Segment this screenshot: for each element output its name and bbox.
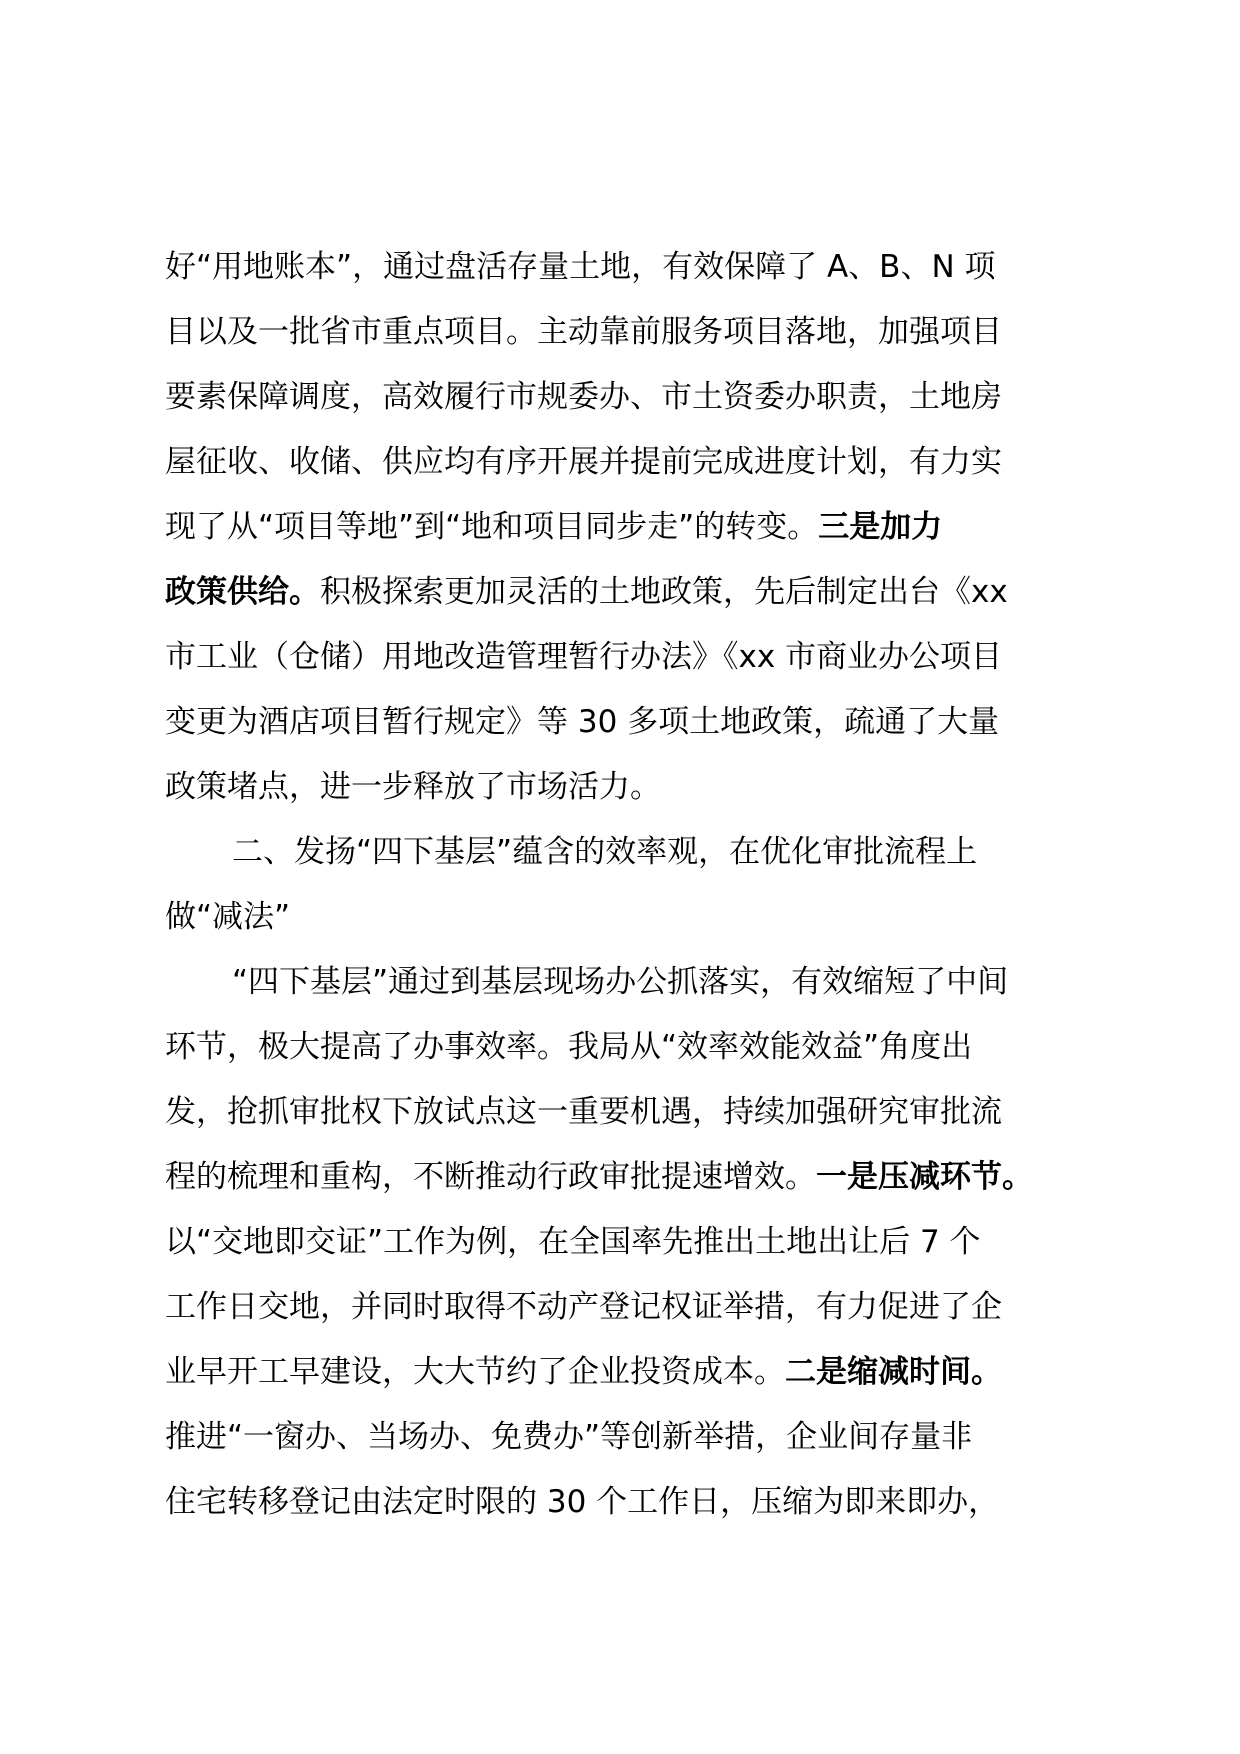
section-heading: 二、发扬“四下基层”蕴含的效率观，在优化审批流程上 xyxy=(232,834,978,870)
section-heading-continuation: 做“减法” xyxy=(165,899,291,935)
body-text-line: 工作日交地，并同时取得不动产登记权证举措，有力促进了企 xyxy=(165,1289,1002,1325)
body-text-line xyxy=(165,1145,1075,1210)
text-run: 现了从“项目等地”到“地和项目同步走”的转变。 xyxy=(165,509,819,545)
bold-keyword: 政策供给。 xyxy=(165,574,320,610)
text-run: 业早开工早建设，大大节约了企业投资成本。 xyxy=(165,1354,785,1390)
body-text-line xyxy=(165,495,1075,560)
body-text-line: 市工业（仓储）用地改造管理暂行办法》《xx 市商业办公项目 xyxy=(165,639,1003,675)
body-text-line: 住宅转移登记由法定时限的 30 个工作日，压缩为即来即办， xyxy=(165,1484,1000,1520)
bold-keyword: 二是缩减时间。 xyxy=(785,1354,1002,1390)
body-text-line xyxy=(165,560,1075,625)
body-text-line: 环节，极大提高了办事效率。我局从“效率效能效益”角度出 xyxy=(165,1029,973,1065)
body-text-line: 发，抢抓审批权下放试点这一重要机遇，持续加强研究审批流 xyxy=(165,1094,1002,1130)
body-text-line: 推进“一窗办、当场办、免费办”等创新举措，企业间存量非 xyxy=(165,1419,973,1455)
body-text-line: 屋征收、收储、供应均有序开展并提前完成进度计划，有力实 xyxy=(165,444,1002,480)
body-text-line: 目以及一批省市重点项目。主动靠前服务项目落地，加强项目 xyxy=(165,314,1002,350)
body-text-line: 政策堵点，进一步释放了市场活力。 xyxy=(165,769,661,805)
document-page xyxy=(165,235,1075,1535)
body-text-line: 变更为酒店项目暂行规定》等 30 多项土地政策，疏通了大量 xyxy=(165,704,1000,740)
text-run: 程的梳理和重构，不断推动行政审批提速增效。 xyxy=(165,1159,816,1195)
body-text-line xyxy=(165,1340,1075,1405)
text-run: 积极探索更加灵活的土地政策，先后制定出台《xx xyxy=(320,574,1008,610)
body-text-line: 好“用地账本”，通过盘活存量土地，有效保障了 A、B、N 项 xyxy=(165,249,996,285)
body-text-line: 以“交地即交证”工作为例，在全国率先推出土地出让后 7 个 xyxy=(165,1224,981,1260)
bold-keyword: 一是压减环节。 xyxy=(816,1159,1033,1195)
body-text-line: 要素保障调度，高效履行市规委办、市土资委办职责，土地房 xyxy=(165,379,1002,415)
bold-keyword: 三是加力 xyxy=(818,509,943,545)
paragraph-first-line: “四下基层”通过到基层现场办公抓落实，有效缩短了中间 xyxy=(232,964,1009,1000)
